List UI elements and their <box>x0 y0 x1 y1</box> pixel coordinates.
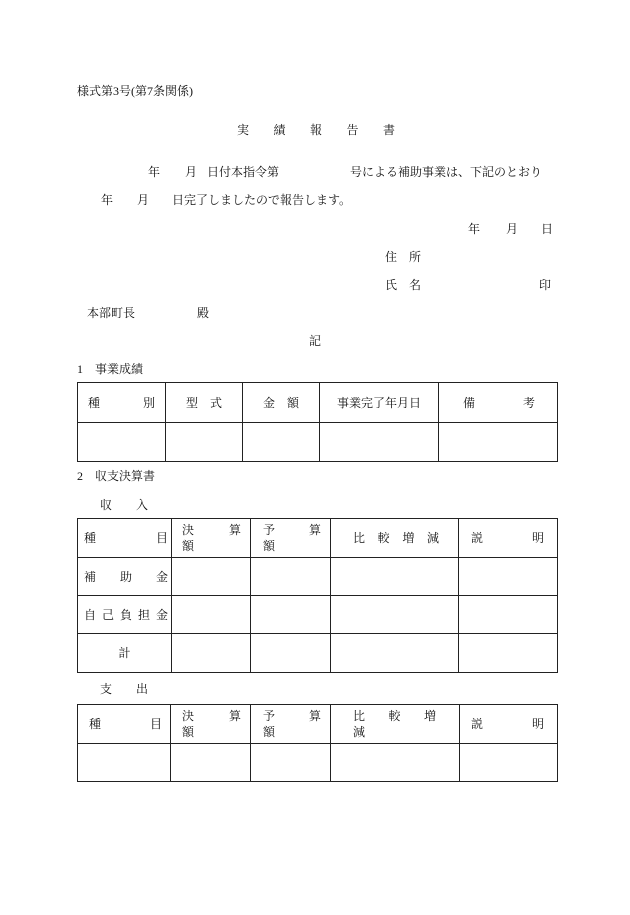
column-header-amount: 金 額 <box>243 383 320 423</box>
table-cell <box>172 634 251 673</box>
table-header-row <box>78 383 558 423</box>
income-heading: 収 入 <box>100 498 149 512</box>
table-cell <box>251 744 331 782</box>
submission-month: 月 <box>506 222 519 236</box>
addressee-name: 本部町長 <box>87 306 136 320</box>
table-cell <box>331 558 459 596</box>
name-label: 氏 名 <box>385 278 422 292</box>
addressee-honorific: 殿 <box>197 306 210 320</box>
section1-heading: 1 事業成績 <box>77 362 144 376</box>
column-header-item: 種 目 <box>78 705 171 744</box>
column-header-item: 種 目 <box>78 519 172 558</box>
column-header-budget-amount: 予 算 額 <box>251 519 331 558</box>
table-cell <box>331 744 460 782</box>
row-label-self-funding: 自己負担金 <box>78 596 172 634</box>
column-header-budget-amount: 予 算 額 <box>251 705 331 744</box>
table-cell <box>78 744 171 782</box>
income-table <box>77 518 558 673</box>
intro-line2-month: 月 <box>137 193 150 207</box>
table-cell <box>460 744 558 782</box>
column-header-settled-amount: 決 算 額 <box>171 705 251 744</box>
row-label-subsidy: 補 助 金 <box>78 558 172 596</box>
seal-mark: 印 <box>539 278 552 292</box>
column-header-difference: 比 較 増 減 <box>331 519 459 558</box>
table-cell <box>251 596 331 634</box>
table-row <box>78 423 558 462</box>
document-title: 実 績 報 告 書 <box>237 123 395 137</box>
table-cell <box>459 558 558 596</box>
submission-year: 年 <box>468 222 481 236</box>
table-cell <box>251 558 331 596</box>
submission-day: 日 <box>541 222 554 236</box>
row-label-total: 計 <box>78 634 172 673</box>
table-cell <box>243 423 320 462</box>
project-results-table <box>77 382 558 462</box>
intro-line1-year: 年 <box>148 165 161 179</box>
intro-line2-text: 日完了しましたので報告します。 <box>172 193 352 207</box>
note-heading: 記 <box>309 334 322 348</box>
address-label: 住 所 <box>385 250 422 264</box>
income-row-self-funding <box>78 596 558 634</box>
table-cell <box>172 596 251 634</box>
table-cell <box>331 634 459 673</box>
table-header-row <box>78 519 558 558</box>
section2-heading: 2 収支決算書 <box>77 469 156 483</box>
intro-line1-date-ref: 日付本指令第 <box>207 165 280 179</box>
intro-line2-year: 年 <box>101 193 114 207</box>
income-row-subsidy <box>78 558 558 596</box>
table-cell <box>166 423 243 462</box>
table-cell <box>439 423 558 462</box>
table-cell <box>320 423 439 462</box>
table-cell <box>459 596 558 634</box>
income-row-total <box>78 634 558 673</box>
table-cell <box>459 634 558 673</box>
table-cell <box>251 634 331 673</box>
table-cell <box>331 596 459 634</box>
column-header-settled-amount: 決 算 額 <box>172 519 251 558</box>
intro-line1-text: 号による補助事業は、下記のとおり <box>350 165 543 179</box>
column-header-explanation: 説 明 <box>460 705 558 744</box>
column-header-model: 型 式 <box>166 383 243 423</box>
intro-line1-month: 月 <box>185 165 198 179</box>
column-header-explanation: 説 明 <box>459 519 558 558</box>
table-row <box>78 744 558 782</box>
table-cell <box>172 558 251 596</box>
expenditure-table <box>77 704 558 782</box>
form-number: 様式第3号(第7条関係) <box>77 84 193 98</box>
table-cell <box>171 744 251 782</box>
table-cell <box>78 423 166 462</box>
expenditure-heading: 支 出 <box>100 682 149 696</box>
column-header-completion-date: 事業完了年月日 <box>320 383 439 423</box>
column-header-type: 種 別 <box>78 383 166 423</box>
column-header-difference: 比 較 増 減 <box>331 705 460 744</box>
column-header-remarks: 備 考 <box>439 383 558 423</box>
table-header-row <box>78 705 558 744</box>
